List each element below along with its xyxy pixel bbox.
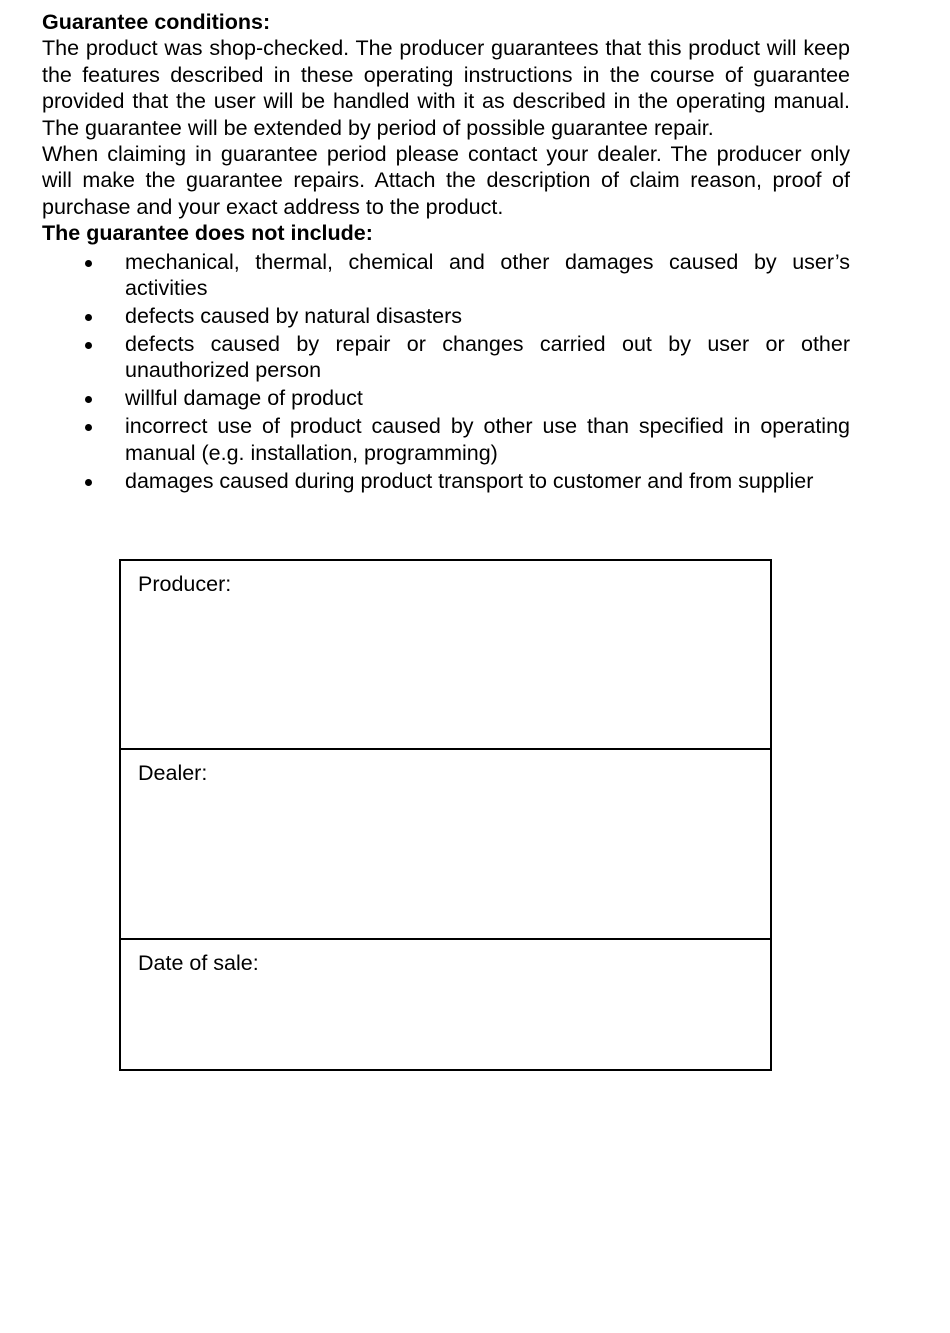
producer-field[interactable]	[121, 561, 770, 750]
exclusion-item	[42, 303, 850, 329]
guarantee-paragraph-1: The product was shop-checked. The producer guarantees that this product will keep the features described in these operating instructions in the course of guarantee provided that the user will be handled with it as described in the operating manual. The guarantee will be extended by period of possible guarantee repair.	[42, 36, 850, 140]
producer-label: Producer:	[138, 572, 232, 596]
dealer-field[interactable]	[121, 750, 770, 940]
exclusion-text: incorrect use of product caused by other use than specified in operating manual (e.g. installation, programming)	[125, 414, 850, 465]
guarantee-paragraph-2: When claiming in guarantee period please contact your dealer. The producer only will make the guarantee repairs. Attach the description of claim reason, proof of purchase and your exact address to the product.	[42, 142, 850, 219]
exclusion-item	[42, 413, 850, 466]
bullet-icon	[85, 479, 92, 486]
exclusion-item	[42, 249, 850, 302]
bullet-icon	[85, 424, 92, 431]
bullet-icon	[85, 342, 92, 349]
exclusions-list	[42, 249, 850, 495]
bullet-icon	[85, 396, 92, 403]
exclusion-text: defects caused by repair or changes carried out by user or other unauthorized person	[125, 332, 850, 383]
guarantee-document	[42, 9, 850, 496]
date-of-sale-field[interactable]	[121, 940, 770, 1069]
bullet-icon	[85, 260, 92, 267]
guarantee-conditions-heading: Guarantee conditions:	[42, 10, 271, 34]
exclusion-text: damages caused during product transport to customer and from supplier	[125, 468, 814, 493]
exclusion-item	[42, 468, 850, 494]
exclusion-item	[42, 385, 850, 411]
exclusions-heading: The guarantee does not include:	[42, 221, 373, 246]
bullet-icon	[85, 314, 92, 321]
dealer-label: Dealer:	[138, 761, 208, 785]
exclusion-text: defects caused by natural disasters	[125, 304, 463, 329]
date-of-sale-label: Date of sale:	[138, 951, 259, 975]
exclusion-item	[42, 331, 850, 384]
exclusion-text: mechanical, thermal, chemical and other damages caused by user’s activities	[125, 249, 850, 301]
exclusion-text: willful damage of product	[125, 386, 363, 411]
guarantee-form-table	[119, 559, 772, 1071]
